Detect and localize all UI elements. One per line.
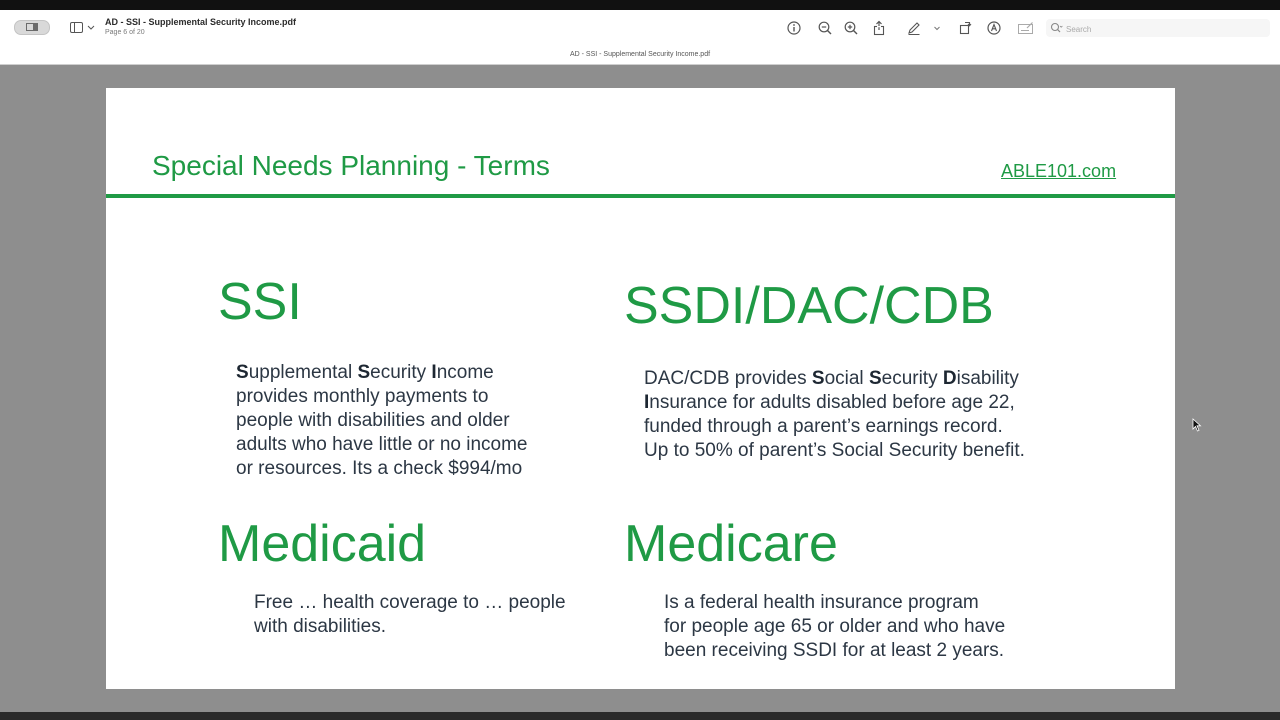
sidebar-icon [71,23,83,33]
acronym-letter: D [942,368,957,389]
description-text: DAC/CDB provides [644,368,812,389]
mouse-cursor-icon [1192,418,1202,432]
sidebar-toggle-button[interactable] [69,20,97,36]
title-divider [106,194,1175,198]
description-text: ecurity [370,362,432,383]
term-description-ssi [236,361,528,481]
chevron-down-icon [88,26,94,29]
description-text: ncome [436,362,494,383]
description-text: ocial [824,368,869,389]
bottom-edge [0,712,1280,720]
description-text: Is a federal health insurance program [664,592,979,613]
description-text: or resources. Its a check $994/mo [236,458,523,479]
able101-link[interactable]: ABLE101.com [1001,161,1117,181]
description-text: Up to 50% of parent’s Social Security benefit. [644,440,1025,461]
search-input[interactable] [1064,21,1258,37]
description-line [254,591,566,615]
page-indicator: Page 6 of 20 [105,29,145,36]
rotate-icon[interactable] [957,20,973,36]
description-text: provides monthly payments to [236,386,489,407]
description-line [644,367,1025,391]
term-description-medicare [664,591,1005,663]
description-line [236,385,528,409]
acronym-letter: I [644,392,650,413]
term-heading-ssi: SSI [218,273,302,331]
tab-title: AD - SSI - Supplemental Security Income.pdf [569,51,711,58]
form-icon[interactable] [1017,20,1035,36]
description-text: ecurity [881,368,943,389]
description-line [236,433,528,457]
description-line [236,457,528,481]
zoom-out-icon[interactable] [817,20,833,36]
description-line [664,639,1005,663]
title-bar [0,10,1280,65]
search-icon [1050,22,1063,34]
slide-title: Special Needs Planning - Terms [152,150,550,181]
acronym-letter: S [811,368,825,389]
description-text: adults who have little or no income [236,434,528,455]
markup-menu-chevron-icon[interactable] [931,20,943,36]
description-text: isability [956,368,1019,389]
term-heading-medicare: Medicare [624,515,838,573]
description-line [664,591,1005,615]
description-text: upplemental [248,362,358,383]
description-line [644,439,1025,463]
description-line [236,361,528,385]
info-icon[interactable] [786,20,802,36]
term-heading-medicaid: Medicaid [218,515,427,573]
description-text: been receiving SSDI for at least 2 years. [664,640,1005,661]
zoom-in-icon[interactable] [843,20,859,36]
term-heading-ssdi-dac-cdb: SSDI/DAC/CDB [624,277,994,335]
description-text: with disabilities. [254,616,386,637]
acronym-letter: S [357,362,371,383]
description-line [236,409,528,433]
description-line [664,615,1005,639]
window-icon [26,23,38,31]
description-text: people with disabilities and older [236,410,510,431]
description-text: for people age 65 or older and who have [664,616,1006,637]
pdf-viewer-window [0,10,1280,712]
description-text: nsurance for adults disabled before age 22, [649,392,1015,413]
search-field[interactable] [1046,19,1270,37]
description-line [644,415,1025,439]
description-text: funded through a parent’s earnings record. [644,416,1003,437]
share-icon[interactable] [871,20,887,36]
term-description-medicaid [254,591,566,639]
description-text: Free … health coverage to … people [254,592,566,613]
pdf-page-slide [106,88,1175,689]
description-line [254,615,566,639]
window-pill-button[interactable] [14,20,50,35]
acronym-letter: S [868,368,882,389]
acronym-letter: S [236,362,249,383]
markup-pen-icon[interactable] [906,20,922,36]
acronym-letter: I [431,362,437,383]
description-line [644,391,1025,415]
document-title: AD - SSI - Supplemental Security Income.pdf [105,17,297,27]
markup-circle-icon[interactable] [986,20,1002,36]
term-description-ssdi-dac-cdb [644,367,1025,463]
